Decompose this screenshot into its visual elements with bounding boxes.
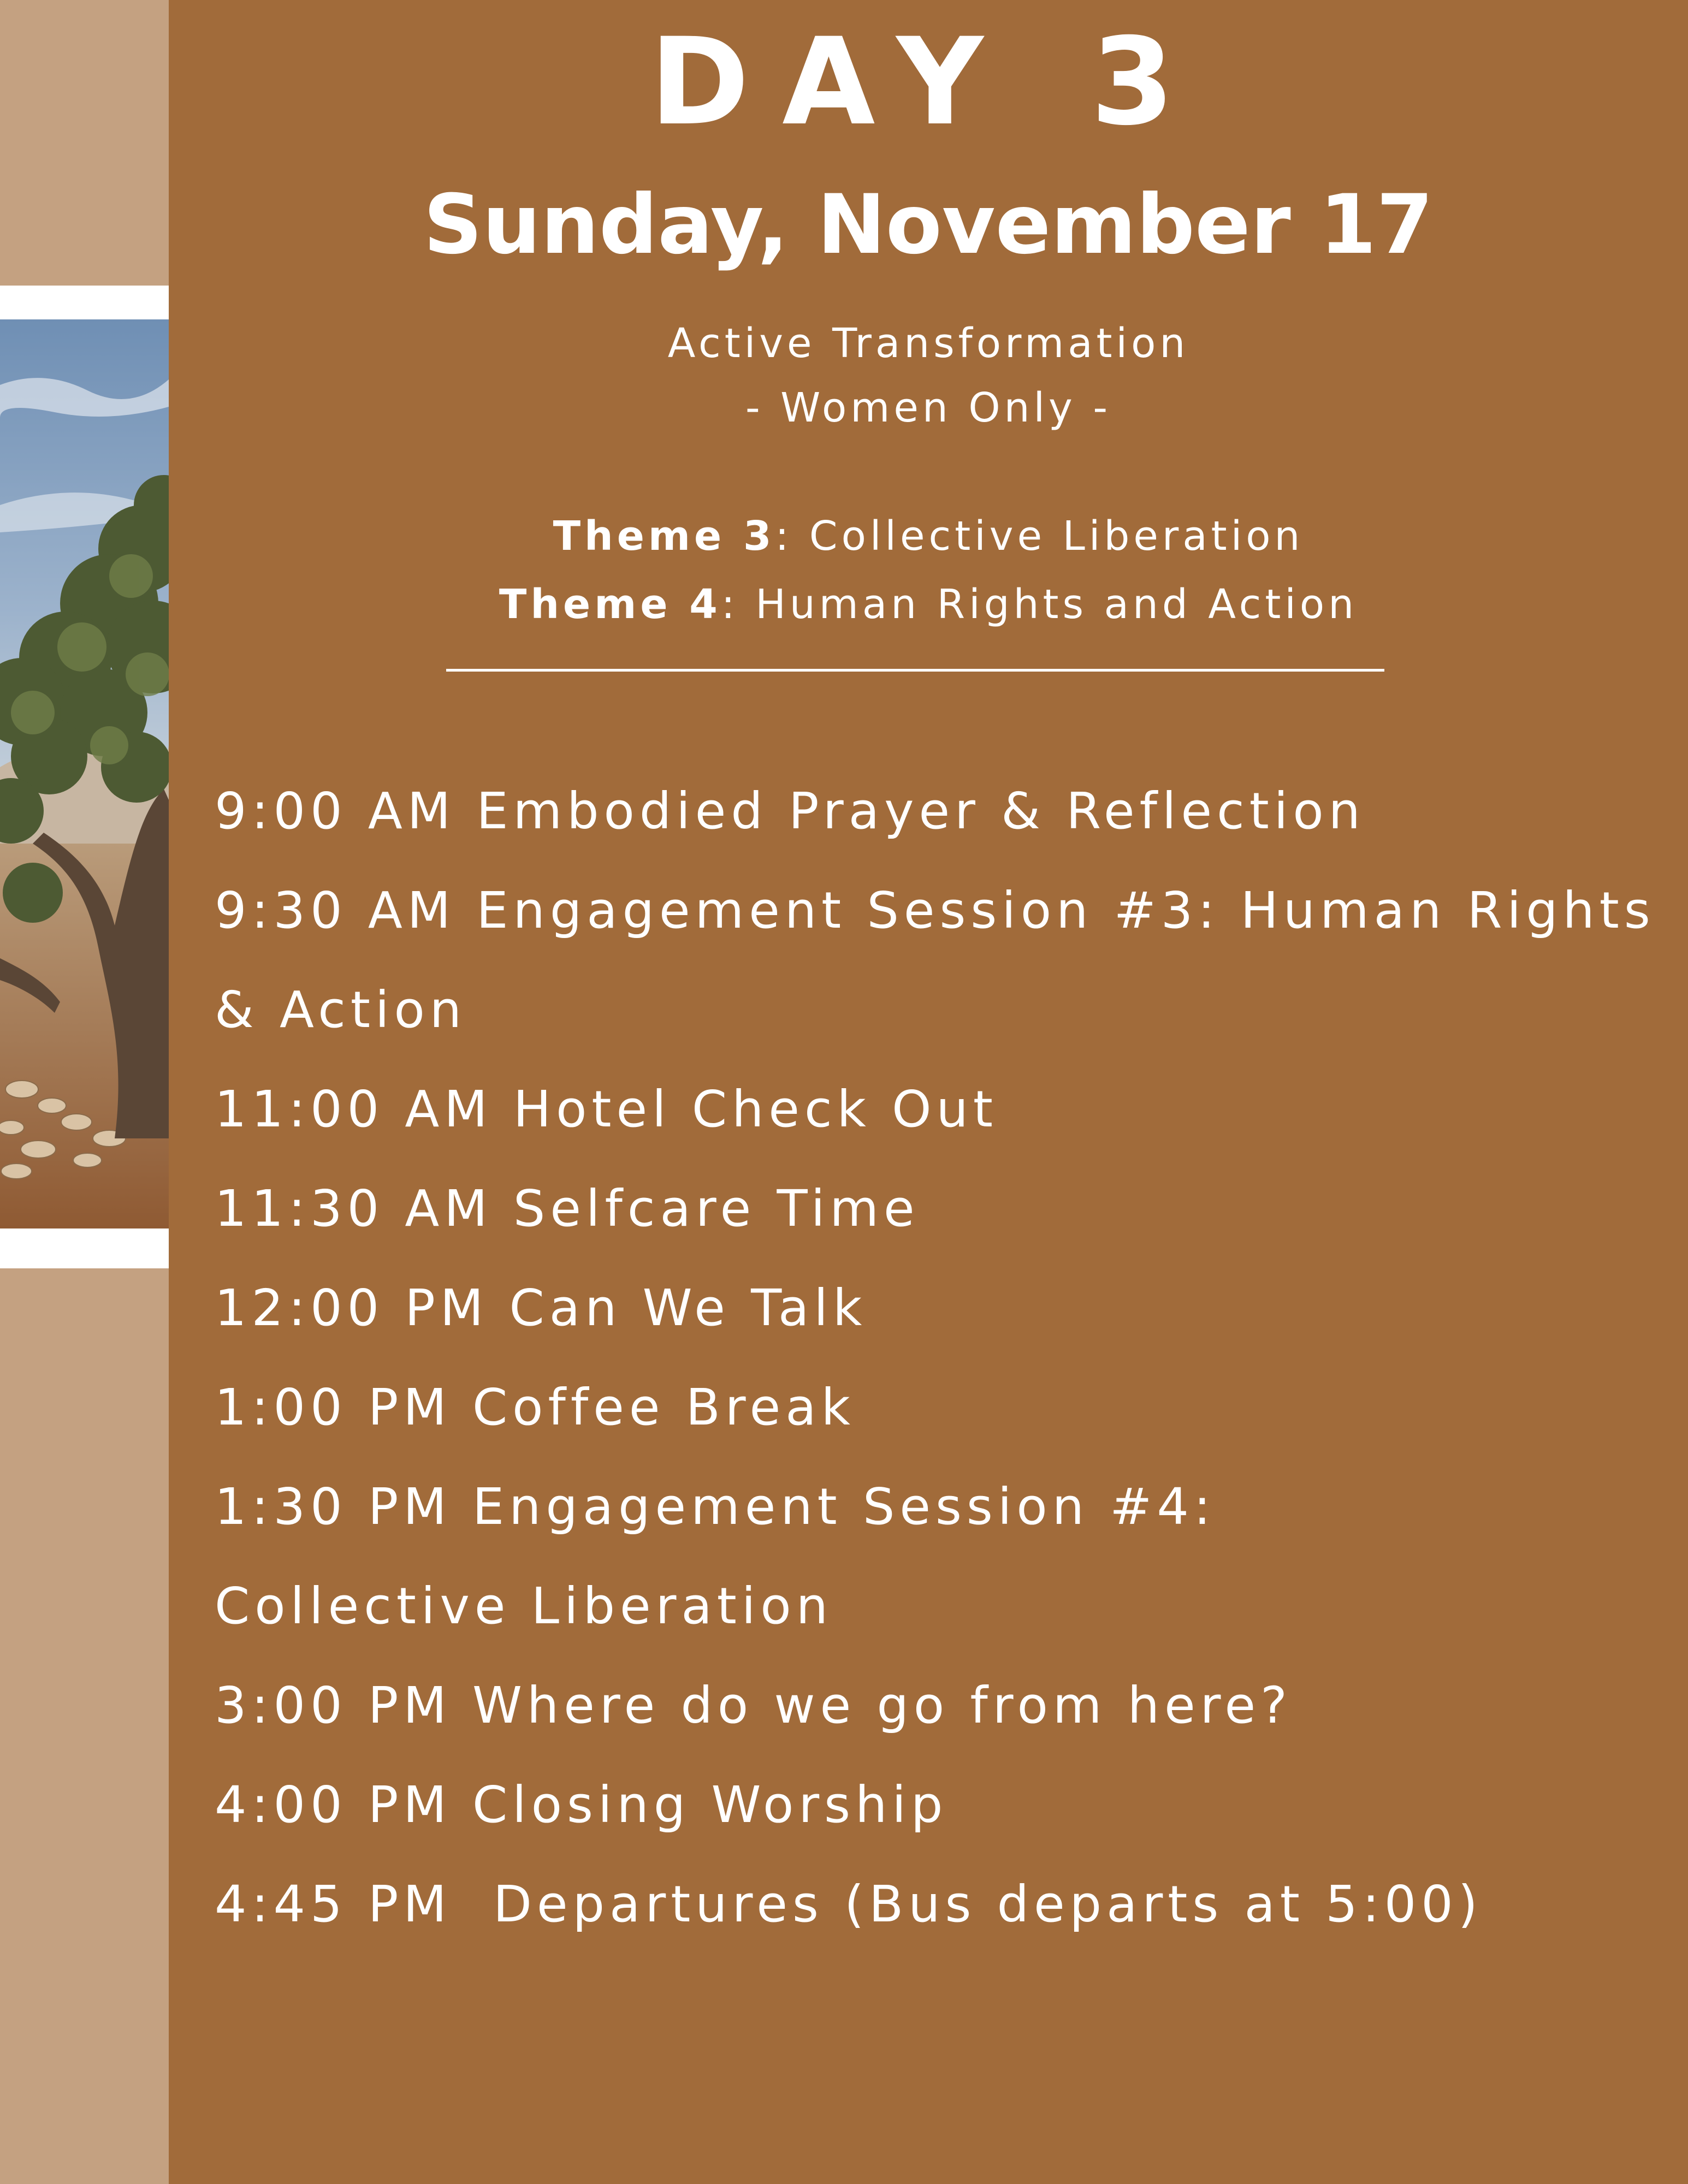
schedule-item: 4:45 PM Departures (Bus departs at 5:00) [215,1875,1483,1933]
schedule-item: 1:00 PM Coffee Break [215,1378,855,1437]
schedule-item: 1:30 PM Engagement Session #4: Collective Liberation [215,1477,1216,1635]
schedule-item: 9:00 AM Embodied Prayer & Reflection [215,782,1365,840]
schedule-item: 4:00 PM Closing Worship [215,1776,948,1834]
theme-4-label: Theme 4 [499,581,721,628]
schedule-list [215,762,1678,1954]
theme-3-label: Theme 3 [553,513,775,560]
schedule-item: 12:00 PM Can We Talk [215,1279,867,1337]
olive-tree-photo [0,319,169,1228]
schedule-item: 3:00 PM Where do we go from here? [215,1676,1292,1735]
theme-3-text: : Collective Liberation [775,513,1304,560]
schedule-item: 11:00 AM Hotel Check Out [215,1080,998,1138]
day-title: DAY 3 [649,12,1207,152]
event-date: Sunday, November 17 [423,177,1434,272]
subtitle-audience: - Women Only - [745,384,1112,431]
theme-4-text: : Human Rights and Action [721,581,1358,628]
theme-3 [169,513,1688,560]
schedule-item: 11:30 AM Selfcare Time [215,1179,920,1238]
subtitle-program: Active Transformation [667,320,1189,367]
theme-4 [169,581,1688,628]
divider [446,669,1384,672]
schedule-item: 9:30 AM Engagement Session #3: Human Rights & Action [215,881,1655,1039]
